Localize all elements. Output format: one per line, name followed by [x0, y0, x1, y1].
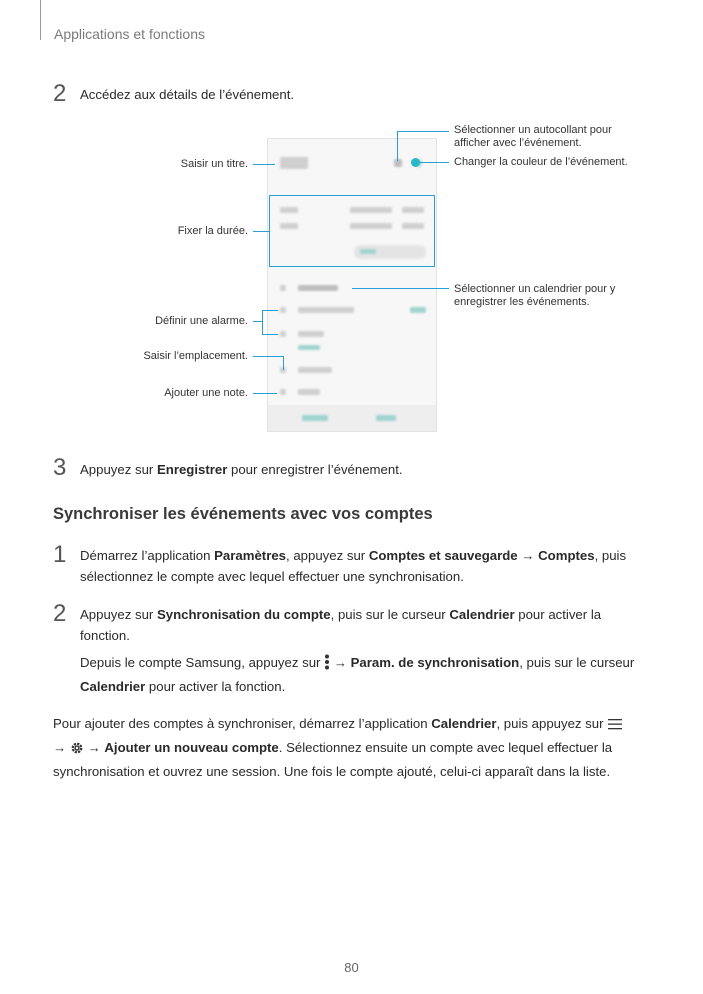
callout-color: Changer la couleur de l’événement.	[454, 156, 628, 168]
color-dot	[411, 158, 420, 167]
step-number: 2	[53, 600, 67, 627]
step-text: Appuyez sur Synchronisation du compte, puis sur le curseur Calendrier pour activer la fonction.	[80, 607, 602, 643]
step-text: Démarrez l’application Paramètres, appuyez sur Comptes et sauvegarde → Comptes, puis sélectionnez le compte avec lequel effectuer une synchronisation.	[80, 548, 627, 584]
callout-sticker: Sélectionner un autocollant pour afficher avec l’événement.	[454, 124, 612, 149]
callout-duration: Fixer la durée.	[177, 225, 248, 237]
step-number: 3	[53, 454, 67, 481]
callout-title: Saisir un titre.	[180, 158, 248, 170]
header-rule	[40, 0, 41, 40]
duration-highlight	[269, 195, 435, 267]
body-paragraph: Pour ajouter des comptes à synchroniser, démarrez l’application Calendrier, puis appuyez sur → → Ajouter un nouveau compte. Sélectionnez ensuite un compte avec lequel effectuer la synchronisation et ouvrez une session. Une fois le compte ajouté, celui-ci apparaît dans la liste.	[53, 713, 633, 782]
section-header: Applications et fonctions	[54, 26, 205, 42]
gear-icon	[70, 740, 84, 761]
phone-screenshot	[267, 138, 437, 432]
callout-calendar: Sélectionner un calendrier pour y enregistrer les événements.	[454, 283, 616, 308]
step-number: 2	[53, 80, 67, 107]
menu-icon	[607, 716, 623, 737]
step-number: 1	[53, 541, 67, 568]
callout-note: Ajouter une note.	[164, 387, 248, 399]
callout-location: Saisir l’emplacement.	[143, 350, 248, 362]
step-text: Accédez aux détails de l’événement.	[80, 87, 295, 102]
step-subtext: Depuis le compte Samsung, appuyez sur → Param. de synchronisation, puis sur le curseur Calendrier pour activer la fonction.	[80, 655, 635, 694]
page-number: 80	[344, 960, 359, 975]
callout-alarm: Définir une alarme.	[155, 315, 248, 327]
step-text: Appuyez sur Enregistrer pour enregistrer l’événement.	[80, 462, 403, 477]
section-heading: Synchroniser les événements avec vos comptes	[53, 505, 433, 523]
